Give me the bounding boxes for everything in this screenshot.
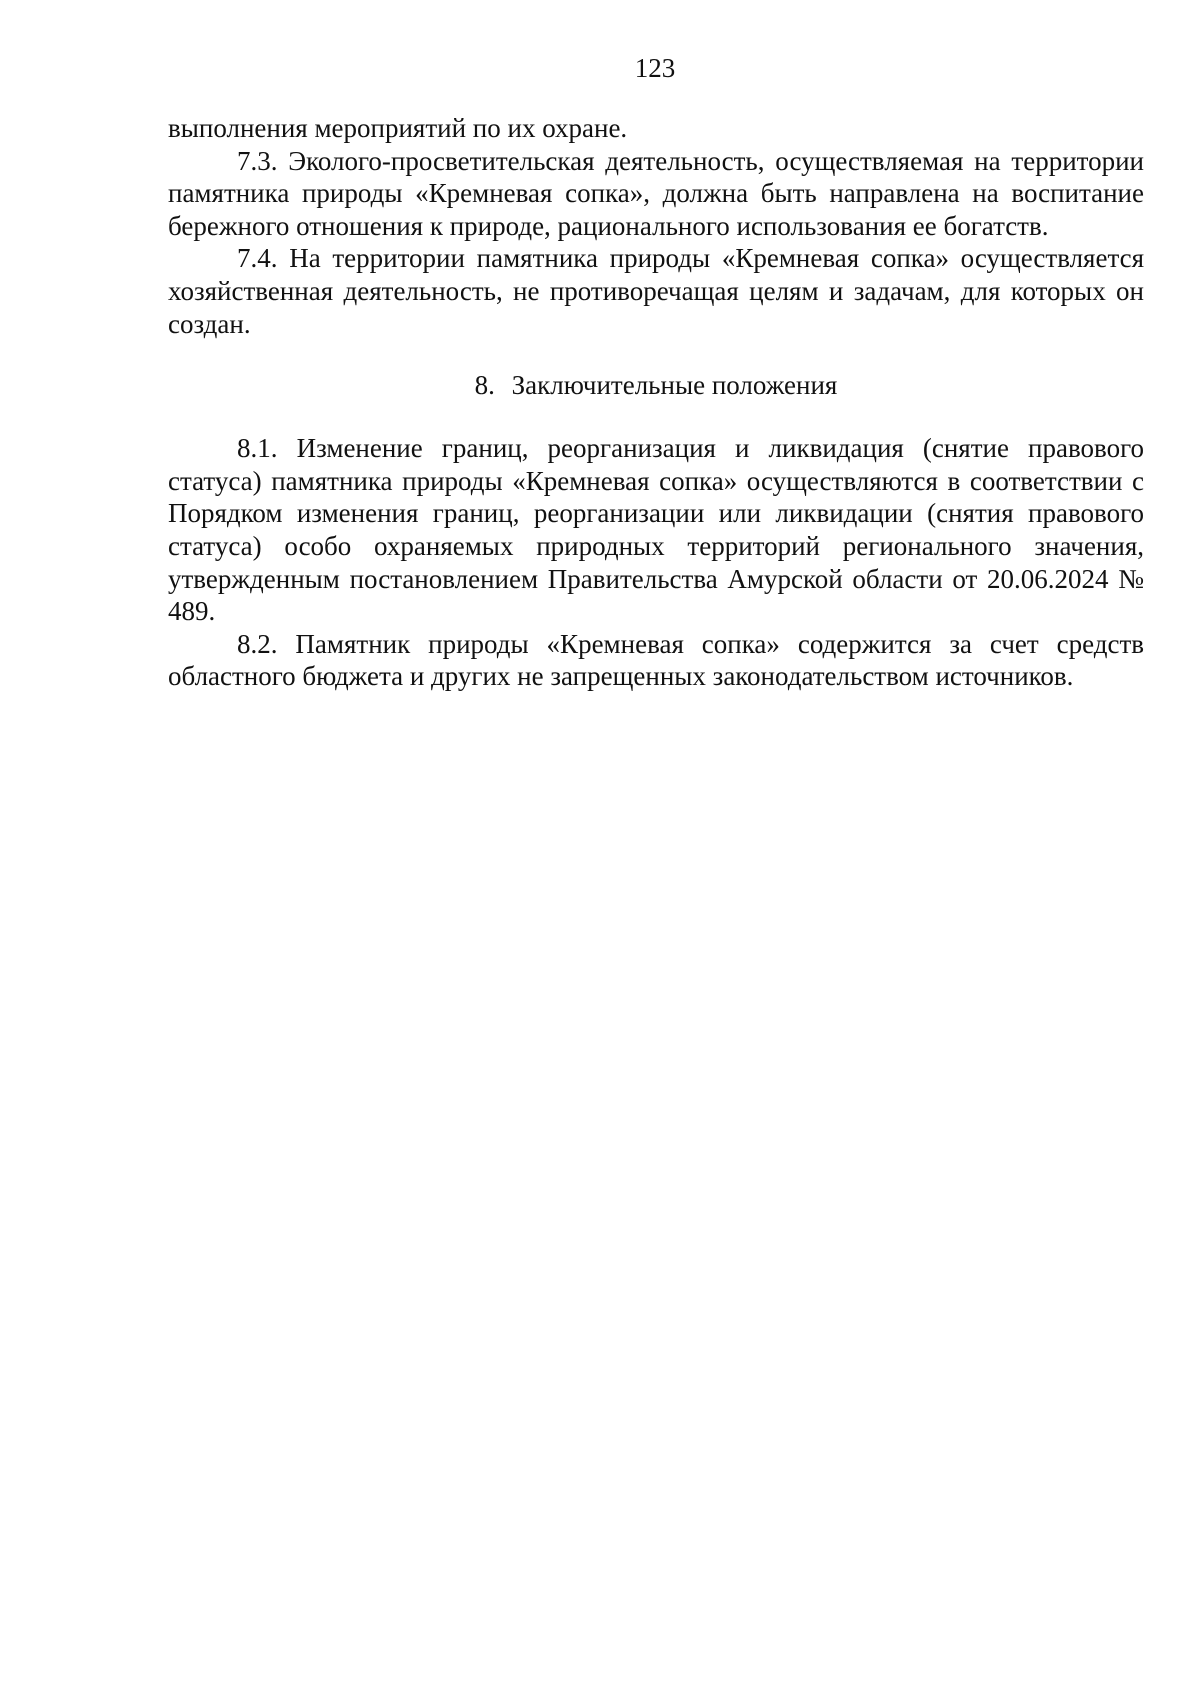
section-title: Заключительные положения	[511, 370, 838, 401]
document-body	[168, 112, 1144, 693]
paragraph-7-3: 7.3. Эколого-просветительская деятельность, осуществляемая на территории памятника природы «Кремневая сопка», должна быть направлена на воспитание бережного отношения к природе, рационального использования ее богатств.	[168, 145, 1144, 241]
section-heading-8	[168, 369, 1144, 401]
section-number: 8.	[474, 370, 495, 401]
paragraph-continuation: выполнения мероприятий по их охране.	[168, 113, 628, 143]
paragraph-7-4: 7.4. На территории памятника природы «Кремневая сопка» осуществляется хозяйственная деятельность, не противоречащая целям и задачам, для которых он создан.	[168, 243, 1144, 339]
paragraph-8-2: 8.2. Памятник природы «Кремневая сопка» содержится за счет средств областного бюджета и других не запрещенных законодательством источников.	[168, 628, 1144, 692]
page-number: 123	[634, 53, 676, 83]
paragraph-8-1: 8.1. Изменение границ, реорганизация и ликвидация (снятие правового статуса) памятника природы «Кремневая сопка» осуществляются в соответствии с Порядком изменения границ, реорганизации или ликвидации (снятия правового статуса) особо охраняемых природных территорий регионального значения, утвержденным постановлением Правительства Амурской области от 20.06.2024 № 489.	[168, 433, 1144, 627]
